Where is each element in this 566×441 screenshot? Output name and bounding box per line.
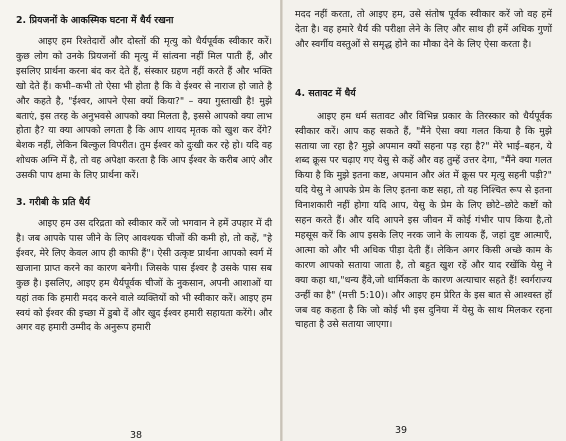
page-number-right: 39 bbox=[395, 425, 408, 436]
page-number-left: 38 bbox=[130, 430, 143, 441]
section-body-poverty-continued: मदद नहीं करता, तो आइए हम, उसे संतोष पूर्वक स्वीकार करें जो वह हमें देता है। वह हमारे धैर्य की परीक्षा लेने के लिए और साथ ही हमें अधिक गुणों और स्वर्गीय वस्तुओं से समृद्ध होने का मौका देने के लिए ऐसा करता है। bbox=[295, 9, 552, 50]
right-page bbox=[283, 0, 566, 441]
section-heading-patience-in-persecution: 4. सतावट में धैर्य bbox=[295, 87, 356, 99]
left-page bbox=[0, 0, 281, 441]
section-heading-patience-in-bereavement: 2. प्रियजनों के आकस्मिक घटना में धैर्य रखना bbox=[16, 15, 174, 26]
section-heading-patience-in-poverty: 3. गरीबी के प्रति धैर्य bbox=[16, 197, 90, 209]
section-body-poverty: आइए हम उस दरिद्रता को स्वीकार करें जो भगवान ने हमें उपहार में दी है। जब आपके पास जीने के लिए आवश्यक चीजों की कमी हो, तो कहें, "हे ईश्वर, मेरे लिए केवल आप ही काफी हैं"। ऐसी उत्कृष्ट प्रार्थना आपको स्वर्ग में खजाना प्राप्त करने का कारण बनेगी। जिसके पास ईश्वर है उसके पास सब कुछ है। इसलिए, आइए हम धैर्यपूर्वक चीजों के नुकसान, अपनी आशाओं या यहां तक कि हमारी मदद करने वाले व्यक्तियों को भी स्वीकार करें। आइए हम स्वयं को ईश्वर की इच्छा में डुबो दें और खुद ईश्वर हमारी सहायता करेंगे। और अगर वह हमारी उम्मीद के अनुरूप हमारी bbox=[16, 218, 272, 334]
section-body-bereavement: आइए हम रिश्तेदारों और दोस्तों की मृत्यु को धैर्यपूर्वक स्वीकार करें। कुछ लोग को उनके प्रियजनों की मृत्यु में सांत्वना नहीं मिल पाती हैं, और इसलिए प्रार्थना करना बंद कर देते हैं, संस्कार ग्रहण नहीं करते हैं और भक्ति खो देते हैं। कभी–कभी तो ऐसा भी होता है कि वे ईश्वर से नाराज हो जाते है और कहते है, "ईश्वर, आपने ऐसा क्यों किया?" – क्या गुस्ताखी है! मुझे बताएं, इस तरह के अनुभवसे आपको क्या मिलता है, इससे आपको क्या लाभ होता है? या क्या आपको लगता है कि आप शायद मृतक को खुश कर देंगे? बेशक नहीं, लेकिन बिल्कुल विपरीत। तुम ईश्वर को दुःखी कर रहे हो। यदि वह शोधक अग्नि में है, तो वह अपेक्षा करता है कि आप ईश्वर के करीब आएं और उसकी पाप क्षमा के लिए प्रार्थना करें। bbox=[16, 36, 272, 182]
section-body-persecution: आइए हम धर्म सतावट और विभिन्न प्रकार के तिरस्कार को धैर्यपूर्वक स्वीकार करें। आप कह सकते हैं, "मैंने ऐसा क्या गलत किया है कि मुझे सताया जा रहा है? मुझे अपमान क्यों सहना पड़ रहा है?" मेरे भाई–बहन, ये शब्द क्रूस पर चढ़ाए गए येसु से कहें और वह तुम्हें उत्तर देगा, "मैंने क्या गलत किया है कि मुझे इतना कष्ट, अपमान और अंत में क्रूस पर मृत्यु सहनी पड़ी?" यदि येसु ने आपके प्रेम के लिए इतना कष्ट सहा, तो यह निश्चित रूप से इतना विनाशकारी नहीं होगा यदि आप, येसु के प्रेम के लिए छोटे–छोटे कष्टों को सहन करते हैं। और यदि आपने इस जीवन में कोई गंभीर पाप किया है,तो महसूस करें कि आप इसके लिए नरक जाने के लायक हैं, जहां दुष्ट आत्माएँ, आत्मा को और भी अधिक पीड़ा देती हैं। लेकिन अगर किसी अच्छे काम के कारण आपको सताया जाता है, तो बहुत खुश रहें और याद रखेंकि येसु ने क्या कहा था,"धन्य हैंवे,जो धार्मिकता के कारण अत्याचार सहते हैं! स्वर्गराज्य उन्हीं का है" (मत्ती 5:10)। और आइए हम प्रेरित के इस बात से आश्वस्त हों जब वह कहता है कि जो कोई भी इस दुनिया में येसु के साथ मिलकर रहना चाहता है उसे सताया जाएगा। bbox=[295, 110, 552, 331]
